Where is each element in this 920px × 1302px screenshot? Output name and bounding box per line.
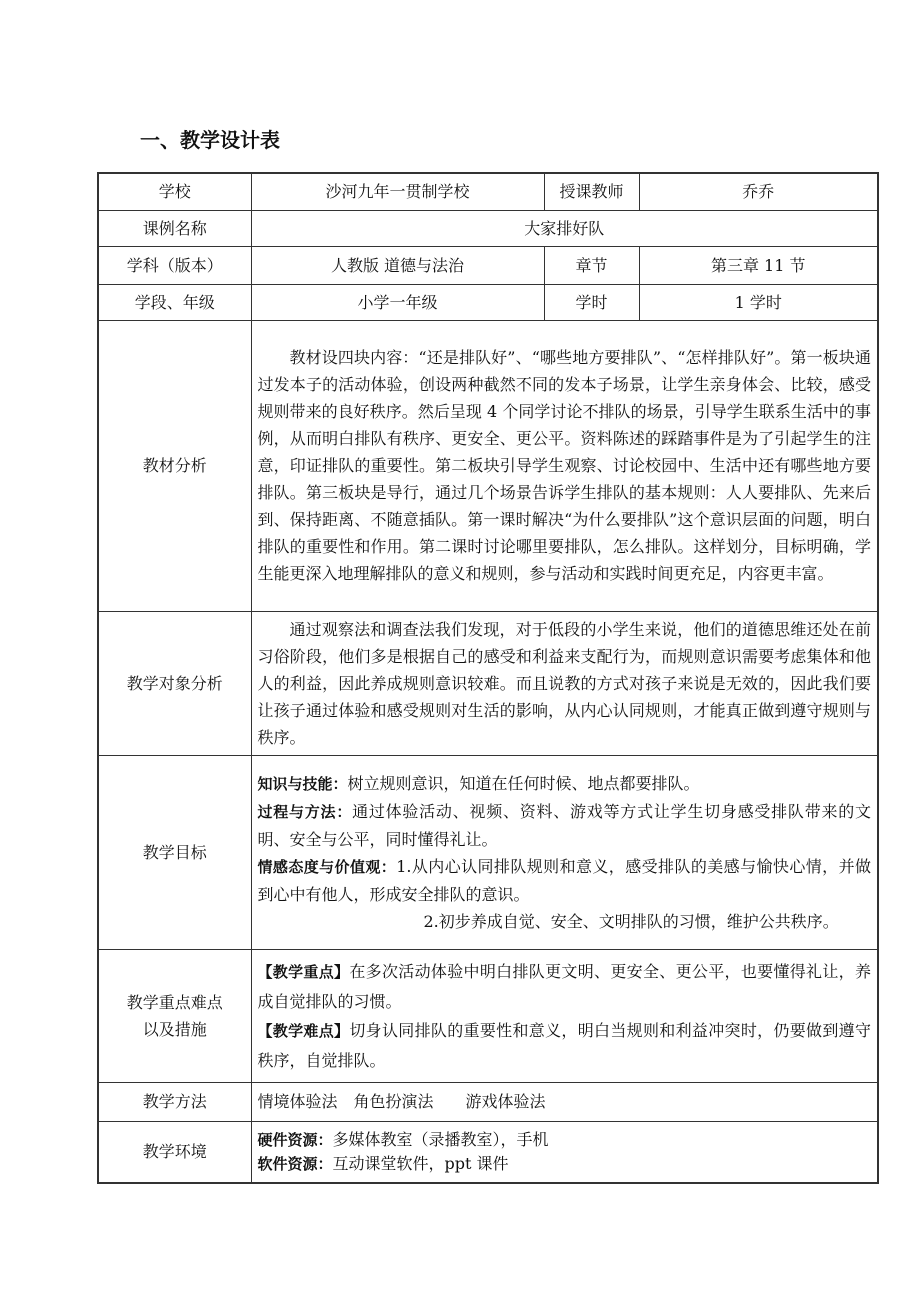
- env-label: 教学环境: [98, 1121, 251, 1183]
- methods-label: 教学方法: [98, 1082, 251, 1121]
- material-text: 教材设四块内容：“还是排队好”、“哪些地方要排队”、“怎样排队好”。第一板块通过发本子的活动体验，创设两种截然不同的发本子场景，让学生亲身体会、比较，感受规则带来的良好秩序。然后呈现 4 个同学讨论不排队的场景，引导学生联系生活中的事例，从而明白排队有秩序、更安全、更公平。资料陈述的踩踏事件是为了引起学生的注意，印证排队的重要性。第二板块引导学生观察、讨论校园中、生活中还有哪些地方要排队。第三板块是导行，通过几个场景告诉学生排队的基本规则：人人要排队、先来后到、保持距离、不随意插队。第一课时解决“为什么要排队”这个意识层面的问题，明白排队的重要性和作用。第二课时讨论哪里要排队，怎么排队。这样划分，目标明确，学生能更深入地理解排队的意义和规则，参与活动和实践时间更充足，内容更丰富。: [257, 348, 871, 583]
- goals-content: [258, 766, 872, 939]
- keypoints-label: 教学重点难点以及措施: [98, 949, 251, 1082]
- subject-value: 人教版 道德与法治: [251, 246, 544, 284]
- school-label: 学校: [98, 173, 251, 210]
- table-row: [98, 1121, 878, 1183]
- difficulty-label: 【教学难点】: [257, 1021, 350, 1040]
- table-row: [98, 284, 878, 320]
- emotion-text-1: 1.从内心认同排队规则和意义，感受排队的美感与愉快心情，并做到心中有他人，形成安全排队的意识。: [257, 856, 871, 904]
- students-text: 通过观察法和调查法我们发现，对于低段的小学生来说，他们的道德思维还处在前习俗阶段，他们多是根据自己的感受和利益来支配行为，而规则意识需要考虑集体和他人的利益，因此养成规则意识较难。而且说教的方式对孩子来说是无效的，因此我们要让孩子通过体验和感受规则对生活的影响，从内心认同规则，才能真正做到遵守规则与秩序。: [257, 619, 871, 747]
- chapter-value: 第三章 11 节: [639, 246, 878, 284]
- hours-value: 1 学时: [639, 284, 878, 320]
- grade-label: 学段、年级: [98, 284, 251, 320]
- students-label: 教学对象分析: [98, 611, 251, 755]
- table-row: [98, 173, 878, 210]
- software-label: 软件资源：: [257, 1154, 333, 1173]
- process-text: 通过体验活动、视频、资料、游戏等方式让学生切身感受排队带来的文明、安全与公平，同时懂得礼让。: [257, 801, 871, 849]
- keypoints-content: [258, 953, 872, 1079]
- focus-label: 【教学重点】: [257, 962, 350, 981]
- table-row: [98, 210, 878, 246]
- section-title: 一、教学设计表: [140, 128, 280, 152]
- teacher-value: 乔乔: [639, 173, 878, 210]
- chapter-label: 章节: [544, 246, 639, 284]
- teacher-label: 授课教师: [544, 173, 639, 210]
- table-row: [98, 1082, 878, 1121]
- table-row: [98, 755, 878, 949]
- software-text: 互动课堂软件，ppt 课件: [332, 1153, 509, 1173]
- teaching-design-table: [97, 172, 879, 1184]
- table-row: [98, 246, 878, 284]
- table-row: [98, 949, 878, 1082]
- table-row: [98, 320, 878, 611]
- lesson-label: 课例名称: [98, 210, 251, 246]
- methods-text: 情境体验法 角色扮演法 游戏体验法: [251, 1082, 878, 1121]
- table-row: [98, 611, 878, 755]
- process-label: 过程与方法：: [257, 802, 353, 821]
- hours-label: 学时: [544, 284, 639, 320]
- goals-label: 教学目标: [98, 755, 251, 949]
- knowledge-label: 知识与技能：: [257, 774, 348, 793]
- knowledge-text: 树立规则意识，知道在任何时候、地点都要排队。: [347, 773, 700, 793]
- focus-text: 在多次活动体验中明白排队更文明、更安全、更公平，也要懂得礼让，养成自觉排队的习惯。: [257, 961, 871, 1011]
- grade-value: 小学一年级: [251, 284, 544, 320]
- subject-label: 学科（版本）: [98, 246, 251, 284]
- lesson-value: 大家排好队: [251, 210, 878, 246]
- emotion-text-2: 2.初步养成自觉、安全、文明排队的习惯，维护公共秩序。: [423, 911, 839, 931]
- school-value: 沙河九年一贯制学校: [251, 173, 544, 210]
- emotion-label: 情感态度与价值观：: [257, 857, 397, 876]
- hardware-label: 硬件资源：: [257, 1130, 333, 1149]
- material-label: 教材分析: [98, 320, 251, 611]
- difficulty-text: 切身认同排队的重要性和意义，明白当规则和利益冲突时，仍要做到遵守秩序，自觉排队。: [257, 1020, 871, 1070]
- hardware-text: 多媒体教室（录播教室），手机: [332, 1129, 549, 1149]
